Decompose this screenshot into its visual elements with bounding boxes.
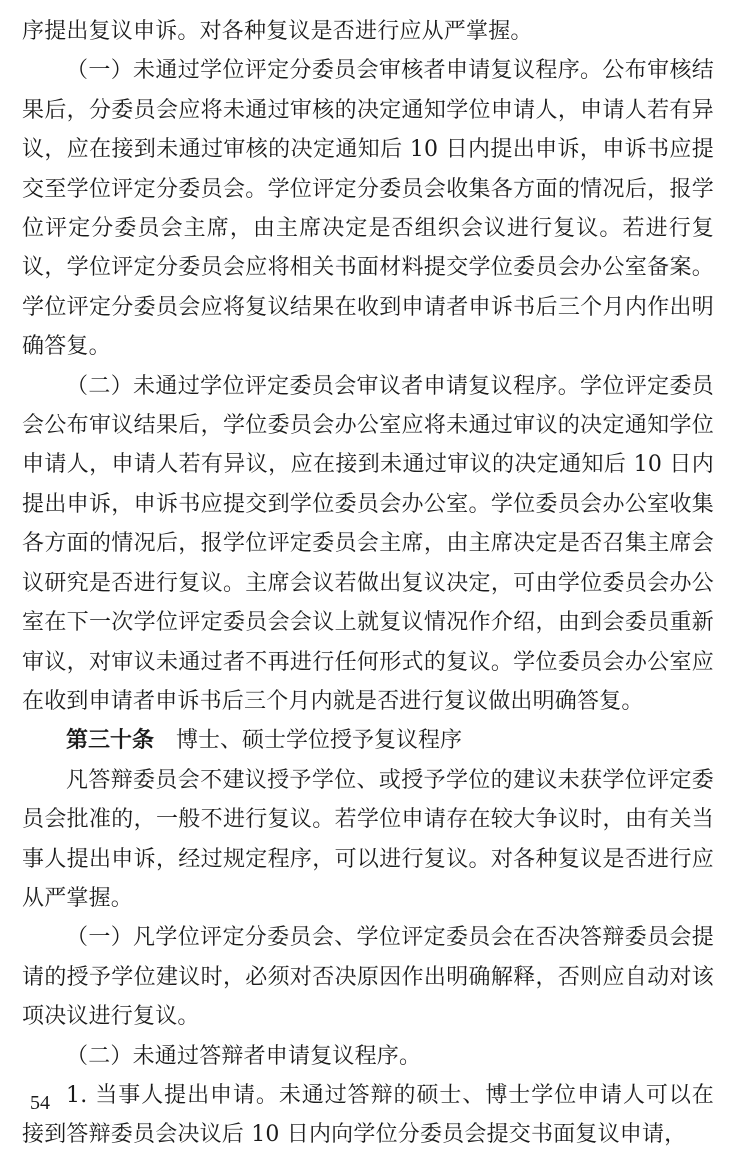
paragraph-clause-one: （一）凡学位评定分委员会、学位评定委员会在否决答辩委员会提请的授予学位建议时，必须对否决原因作出明确解释，否则应自动对该项决议进行复议。 [22,925,714,1030]
paragraph-article-intro: 凡答辩委员会不建议授予学位、或授予学位的建议未获学位评定委员会批准的，一般不进行复议。若学位申请存在较大争议时，由有关当事人提出申诉，经过规定程序，可以进行复议。对各种复议是否进行应从严掌握。 [22,767,714,911]
paragraph-item-one: 1. 当事人提出申请。未通过答辩的硕士、博士学位申请人可以在接到答辩委员会决议后 10 日内向学位分委员会提交书面复议申请， [22,1082,714,1148]
article-heading [22,721,714,760]
page-number: 54 [30,1092,50,1114]
article-title: 博士、硕士学位授予复议程序 [176,728,463,754]
paragraph-clause-two: （二）未通过答辩者申请复议程序。 [66,1043,422,1069]
document-page [22,12,714,1155]
paragraph-review-subcommittee: （一）未通过学位评定分委员会审核者申请复议程序。公布审核结果后，分委员会应将未通过审核的决定通知学位申请人，申请人若有异议，应在接到未通过审核的决定通知后 10 日内提出申诉，申诉书应提交至学位评定分委员会。学位评定分委员会收集各方面的情况后，报学位评定分委员会主席，由主席决定是否组织会议进行复议。若进行复议，学位评定分委员会应将相关书面材料提交学位委员会办公室备案。学位评定分委员会应将复议结果在收到申请者申诉书后三个月内作出明确答复。 [22,58,714,360]
paragraph-continuation: 序提出复议申诉。对各种复议是否进行应从严掌握。 [22,19,533,44]
paragraph-review-committee: （二）未通过学位评定委员会审议者申请复议程序。学位评定委员会公布审议结果后，学位委员会办公室应将未通过审议的决定通知学位申请人，申请人若有异议，应在接到未通过审议的决定通知后 10 日内提出申诉，申诉书应提交到学位委员会办公室。学位委员会办公室收集各方面的情况后，报学位评定委员会主席，由主席决定是否召集主席会议研究是否进行复议。主席会议若做出复议决定，可由学位委员会办公室在下一次学位评定委员会会议上就复议情况作介绍，由到会委员重新审议，对审议未通过者不再进行任何形式的复议。学位委员会办公室应在收到申请者申诉书后三个月内就是否进行复议做出明确答复。 [22,373,714,714]
article-number: 第三十条 [66,728,155,754]
